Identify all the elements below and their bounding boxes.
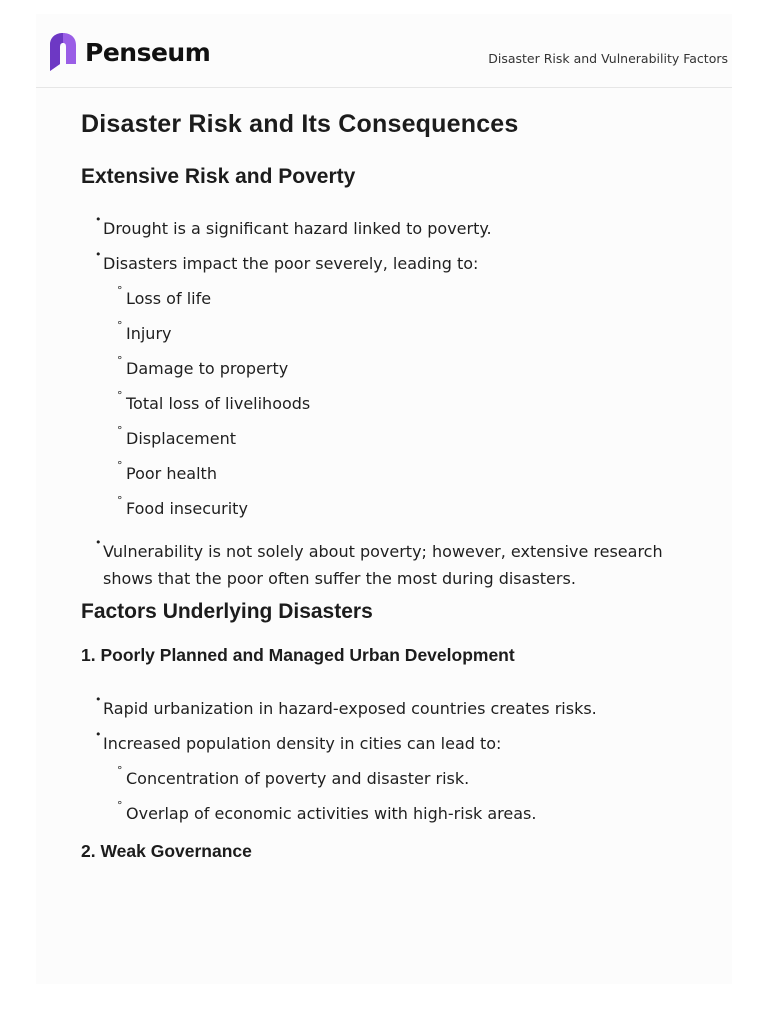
sub-list-item: ° Total loss of livelihoods <box>81 390 701 417</box>
subsection-heading-weak-governance: 2. Weak Governance <box>81 841 252 861</box>
page-header <box>36 14 732 88</box>
penseum-logo-icon <box>48 31 78 73</box>
document-title: Disaster Risk and Vulnerability Factors <box>488 51 728 66</box>
sub-list-item: ° Injury <box>81 320 701 347</box>
section-heading-factors: Factors Underlying Disasters <box>81 600 373 623</box>
document-page <box>36 14 732 984</box>
sub-list-item: ° Concentration of poverty and disaster risk. <box>81 765 701 792</box>
sub-list-item: ° Overlap of economic activities with high-risk areas. <box>81 800 701 827</box>
document-content <box>81 110 701 862</box>
brand-logo[interactable] <box>48 31 210 73</box>
bullet-list-extensive-risk <box>81 215 701 592</box>
list-item: • Increased population density in cities can lead to: <box>81 730 701 757</box>
sub-list-item: ° Displacement <box>81 425 701 452</box>
list-item: • Disasters impact the poor severely, leading to: <box>81 250 701 277</box>
list-item: • Drought is a significant hazard linked to poverty. <box>81 215 701 242</box>
section-heading-extensive-risk: Extensive Risk and Poverty <box>81 165 356 188</box>
sub-list-item: ° Poor health <box>81 460 701 487</box>
bullet-list-urban-development <box>81 695 701 827</box>
subsection-heading-urban-development: 1. Poorly Planned and Managed Urban Development <box>81 645 515 665</box>
list-item: • Vulnerability is not solely about poverty; however, extensive research shows that the poor often suffer the most during disasters. <box>81 538 701 592</box>
page-title: Disaster Risk and Its Consequences <box>81 110 519 138</box>
sub-list-item: ° Loss of life <box>81 285 701 312</box>
list-item: • Rapid urbanization in hazard-exposed countries creates risks. <box>81 695 701 722</box>
sub-list-item: ° Food insecurity <box>81 495 701 522</box>
brand-name: Penseum <box>85 37 211 67</box>
sub-list-item: ° Damage to property <box>81 355 701 382</box>
